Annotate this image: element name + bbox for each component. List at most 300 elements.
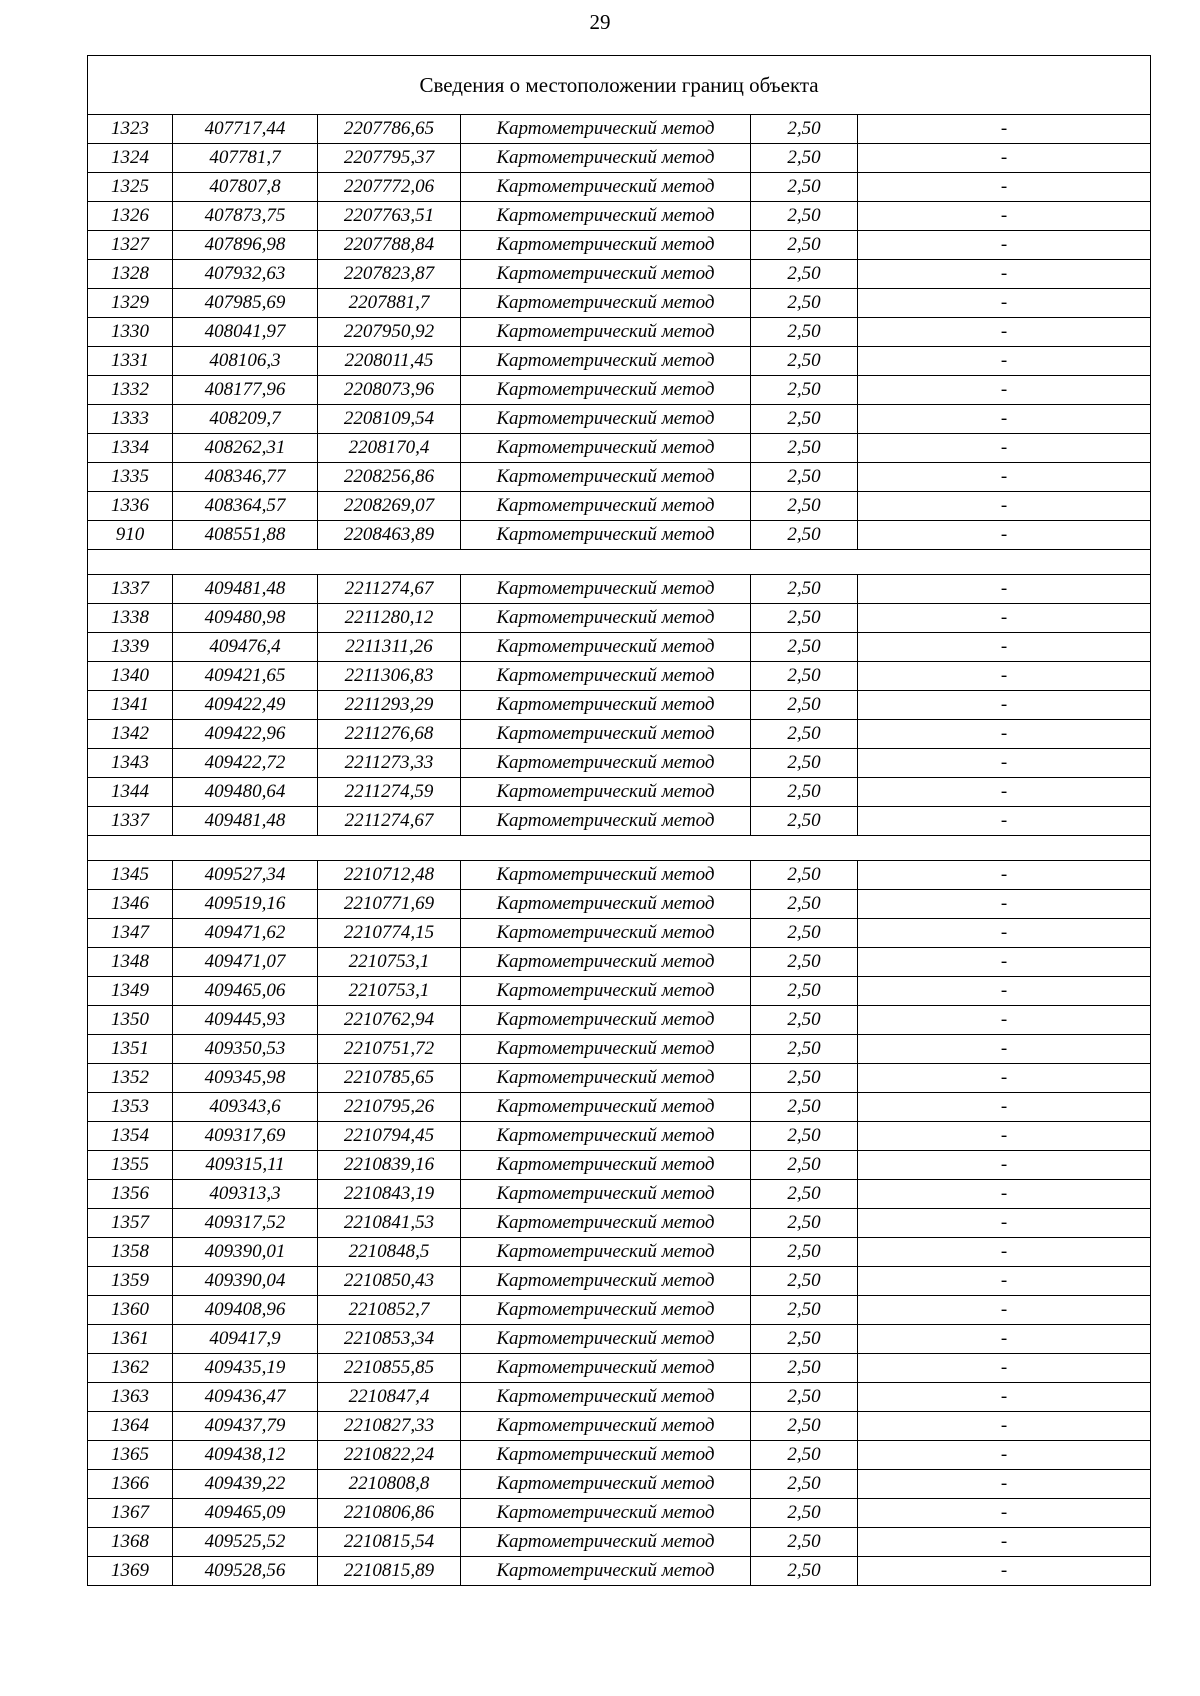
y-coordinate-cell: 2210785,65 — [318, 1064, 461, 1093]
y-coordinate-cell: 2208269,07 — [318, 492, 461, 521]
accuracy-cell: 2,50 — [751, 691, 858, 720]
accuracy-cell: 2,50 — [751, 720, 858, 749]
group-separator-cell — [88, 550, 1151, 575]
description-cell: - — [858, 890, 1151, 919]
x-coordinate-cell: 409465,09 — [173, 1499, 318, 1528]
table-row — [88, 1209, 1151, 1238]
point-number-cell: 1351 — [88, 1035, 173, 1064]
x-coordinate-cell: 407781,7 — [173, 144, 318, 173]
accuracy-cell: 2,50 — [751, 1557, 858, 1586]
y-coordinate-cell: 2210853,34 — [318, 1325, 461, 1354]
table-row — [88, 1238, 1151, 1267]
description-cell: - — [858, 1412, 1151, 1441]
description-cell: - — [858, 521, 1151, 550]
y-coordinate-cell: 2207950,92 — [318, 318, 461, 347]
accuracy-cell: 2,50 — [751, 604, 858, 633]
x-coordinate-cell: 407932,63 — [173, 260, 318, 289]
x-coordinate-cell: 409422,72 — [173, 749, 318, 778]
y-coordinate-cell: 2210794,45 — [318, 1122, 461, 1151]
accuracy-cell: 2,50 — [751, 1499, 858, 1528]
method-cell: Картометрический метод — [461, 1528, 751, 1557]
method-cell: Картометрический метод — [461, 1441, 751, 1470]
table-row — [88, 749, 1151, 778]
method-cell: Картометрический метод — [461, 1064, 751, 1093]
description-cell: - — [858, 1499, 1151, 1528]
point-number-cell: 1331 — [88, 347, 173, 376]
x-coordinate-cell: 409422,96 — [173, 720, 318, 749]
point-number-cell: 1337 — [88, 807, 173, 836]
point-number-cell: 1350 — [88, 1006, 173, 1035]
description-cell: - — [858, 604, 1151, 633]
y-coordinate-cell: 2210808,8 — [318, 1470, 461, 1499]
accuracy-cell: 2,50 — [751, 861, 858, 890]
x-coordinate-cell: 407717,44 — [173, 115, 318, 144]
x-coordinate-cell: 409480,98 — [173, 604, 318, 633]
description-cell: - — [858, 492, 1151, 521]
accuracy-cell: 2,50 — [751, 405, 858, 434]
description-cell: - — [858, 173, 1151, 202]
y-coordinate-cell: 2211274,67 — [318, 807, 461, 836]
table-row — [88, 376, 1151, 405]
y-coordinate-cell: 2208011,45 — [318, 347, 461, 376]
point-number-cell: 1353 — [88, 1093, 173, 1122]
method-cell: Картометрический метод — [461, 778, 751, 807]
point-number-cell: 1327 — [88, 231, 173, 260]
method-cell: Картометрический метод — [461, 231, 751, 260]
table-row — [88, 144, 1151, 173]
description-cell: - — [858, 318, 1151, 347]
description-cell: - — [858, 1325, 1151, 1354]
accuracy-cell: 2,50 — [751, 1412, 858, 1441]
description-cell: - — [858, 807, 1151, 836]
x-coordinate-cell: 409350,53 — [173, 1035, 318, 1064]
description-cell: - — [858, 1093, 1151, 1122]
method-cell: Картометрический метод — [461, 575, 751, 604]
point-number-cell: 1365 — [88, 1441, 173, 1470]
accuracy-cell: 2,50 — [751, 318, 858, 347]
page-number: 29 — [589, 10, 611, 34]
y-coordinate-cell: 2210827,33 — [318, 1412, 461, 1441]
table-row — [88, 1267, 1151, 1296]
accuracy-cell: 2,50 — [751, 1151, 858, 1180]
accuracy-cell: 2,50 — [751, 778, 858, 807]
point-number-cell: 1368 — [88, 1528, 173, 1557]
point-number-cell: 1323 — [88, 115, 173, 144]
accuracy-cell: 2,50 — [751, 289, 858, 318]
method-cell: Картометрический метод — [461, 144, 751, 173]
table-row — [88, 1470, 1151, 1499]
point-number-cell: 1338 — [88, 604, 173, 633]
method-cell: Картометрический метод — [461, 919, 751, 948]
table-row — [88, 1412, 1151, 1441]
description-cell: - — [858, 463, 1151, 492]
point-number-cell: 1360 — [88, 1296, 173, 1325]
accuracy-cell: 2,50 — [751, 1093, 858, 1122]
accuracy-cell: 2,50 — [751, 1470, 858, 1499]
table-row — [88, 1528, 1151, 1557]
y-coordinate-cell: 2207881,7 — [318, 289, 461, 318]
accuracy-cell: 2,50 — [751, 202, 858, 231]
x-coordinate-cell: 408177,96 — [173, 376, 318, 405]
accuracy-cell: 2,50 — [751, 1441, 858, 1470]
method-cell: Картометрический метод — [461, 749, 751, 778]
accuracy-cell: 2,50 — [751, 1209, 858, 1238]
point-number-cell: 1364 — [88, 1412, 173, 1441]
point-number-cell: 1330 — [88, 318, 173, 347]
point-number-cell: 1367 — [88, 1499, 173, 1528]
description-cell: - — [858, 861, 1151, 890]
x-coordinate-cell: 409313,3 — [173, 1180, 318, 1209]
x-coordinate-cell: 407807,8 — [173, 173, 318, 202]
x-coordinate-cell: 409471,07 — [173, 948, 318, 977]
x-coordinate-cell: 409437,79 — [173, 1412, 318, 1441]
method-cell: Картометрический метод — [461, 1093, 751, 1122]
y-coordinate-cell: 2210795,26 — [318, 1093, 461, 1122]
description-cell: - — [858, 1209, 1151, 1238]
method-cell: Картометрический метод — [461, 1470, 751, 1499]
x-coordinate-cell: 409476,4 — [173, 633, 318, 662]
x-coordinate-cell: 409315,11 — [173, 1151, 318, 1180]
description-cell: - — [858, 1354, 1151, 1383]
method-cell: Картометрический метод — [461, 1354, 751, 1383]
accuracy-cell: 2,50 — [751, 948, 858, 977]
method-cell: Картометрический метод — [461, 633, 751, 662]
method-cell: Картометрический метод — [461, 691, 751, 720]
point-number-cell: 1355 — [88, 1151, 173, 1180]
x-coordinate-cell: 409390,01 — [173, 1238, 318, 1267]
x-coordinate-cell: 408041,97 — [173, 318, 318, 347]
method-cell: Картометрический метод — [461, 115, 751, 144]
accuracy-cell: 2,50 — [751, 463, 858, 492]
point-number-cell: 1366 — [88, 1470, 173, 1499]
y-coordinate-cell: 2211276,68 — [318, 720, 461, 749]
point-number-cell: 1334 — [88, 434, 173, 463]
x-coordinate-cell: 409519,16 — [173, 890, 318, 919]
x-coordinate-cell: 408106,3 — [173, 347, 318, 376]
table-row — [88, 1441, 1151, 1470]
accuracy-cell: 2,50 — [751, 115, 858, 144]
method-cell: Картометрический метод — [461, 1180, 751, 1209]
point-number-cell: 1329 — [88, 289, 173, 318]
table-row — [88, 1064, 1151, 1093]
x-coordinate-cell: 408209,7 — [173, 405, 318, 434]
method-cell: Картометрический метод — [461, 1122, 751, 1151]
table-row — [88, 231, 1151, 260]
description-cell: - — [858, 405, 1151, 434]
accuracy-cell: 2,50 — [751, 1325, 858, 1354]
table-row — [88, 115, 1151, 144]
description-cell: - — [858, 289, 1151, 318]
description-cell: - — [858, 691, 1151, 720]
description-cell: - — [858, 749, 1151, 778]
method-cell: Картометрический метод — [461, 807, 751, 836]
x-coordinate-cell: 407896,98 — [173, 231, 318, 260]
table-row — [88, 575, 1151, 604]
table-row — [88, 289, 1151, 318]
description-cell: - — [858, 1064, 1151, 1093]
table-row — [88, 1557, 1151, 1586]
x-coordinate-cell: 409439,22 — [173, 1470, 318, 1499]
y-coordinate-cell: 2210806,86 — [318, 1499, 461, 1528]
table-row — [88, 173, 1151, 202]
y-coordinate-cell: 2210815,89 — [318, 1557, 461, 1586]
description-cell: - — [858, 720, 1151, 749]
table-row — [88, 919, 1151, 948]
table-row — [88, 492, 1151, 521]
accuracy-cell: 2,50 — [751, 1122, 858, 1151]
y-coordinate-cell: 2210771,69 — [318, 890, 461, 919]
x-coordinate-cell: 409445,93 — [173, 1006, 318, 1035]
accuracy-cell: 2,50 — [751, 260, 858, 289]
table-row — [88, 1093, 1151, 1122]
accuracy-cell: 2,50 — [751, 662, 858, 691]
y-coordinate-cell: 2210848,5 — [318, 1238, 461, 1267]
accuracy-cell: 2,50 — [751, 1383, 858, 1412]
point-number-cell: 1363 — [88, 1383, 173, 1412]
point-number-cell: 1336 — [88, 492, 173, 521]
point-number-cell: 1362 — [88, 1354, 173, 1383]
description-cell: - — [858, 1122, 1151, 1151]
method-cell: Картометрический метод — [461, 1296, 751, 1325]
y-coordinate-cell: 2211311,26 — [318, 633, 461, 662]
table-row — [88, 604, 1151, 633]
x-coordinate-cell: 409422,49 — [173, 691, 318, 720]
y-coordinate-cell: 2208109,54 — [318, 405, 461, 434]
table-row — [88, 1325, 1151, 1354]
point-number-cell: 1352 — [88, 1064, 173, 1093]
method-cell: Картометрический метод — [461, 1325, 751, 1354]
point-number-cell: 1326 — [88, 202, 173, 231]
accuracy-cell: 2,50 — [751, 890, 858, 919]
accuracy-cell: 2,50 — [751, 977, 858, 1006]
description-cell: - — [858, 778, 1151, 807]
table-row — [88, 1499, 1151, 1528]
method-cell: Картометрический метод — [461, 318, 751, 347]
accuracy-cell: 2,50 — [751, 1267, 858, 1296]
table-row — [88, 1122, 1151, 1151]
table-row — [88, 948, 1151, 977]
method-cell: Картометрический метод — [461, 1267, 751, 1296]
y-coordinate-cell: 2211293,29 — [318, 691, 461, 720]
point-number-cell: 1346 — [88, 890, 173, 919]
x-coordinate-cell: 409480,64 — [173, 778, 318, 807]
table-row — [88, 1383, 1151, 1412]
table-row — [88, 521, 1151, 550]
method-cell: Картометрический метод — [461, 347, 751, 376]
accuracy-cell: 2,50 — [751, 575, 858, 604]
x-coordinate-cell: 408364,57 — [173, 492, 318, 521]
y-coordinate-cell: 2207772,06 — [318, 173, 461, 202]
accuracy-cell: 2,50 — [751, 1064, 858, 1093]
y-coordinate-cell: 2210753,1 — [318, 977, 461, 1006]
accuracy-cell: 2,50 — [751, 1528, 858, 1557]
table-title-row — [88, 56, 1151, 115]
description-cell: - — [858, 434, 1151, 463]
description-cell: - — [858, 662, 1151, 691]
description-cell: - — [858, 347, 1151, 376]
table-row — [88, 463, 1151, 492]
table-row — [88, 1035, 1151, 1064]
y-coordinate-cell: 2207788,84 — [318, 231, 461, 260]
method-cell: Картометрический метод — [461, 1209, 751, 1238]
point-number-cell: 1343 — [88, 749, 173, 778]
method-cell: Картометрический метод — [461, 977, 751, 1006]
x-coordinate-cell: 409481,48 — [173, 807, 318, 836]
method-cell: Картометрический метод — [461, 173, 751, 202]
description-cell: - — [858, 202, 1151, 231]
x-coordinate-cell: 408262,31 — [173, 434, 318, 463]
method-cell: Картометрический метод — [461, 720, 751, 749]
table-row — [88, 662, 1151, 691]
point-number-cell: 1328 — [88, 260, 173, 289]
point-number-cell: 1342 — [88, 720, 173, 749]
x-coordinate-cell: 409471,62 — [173, 919, 318, 948]
point-number-cell: 1348 — [88, 948, 173, 977]
x-coordinate-cell: 409435,19 — [173, 1354, 318, 1383]
x-coordinate-cell: 407873,75 — [173, 202, 318, 231]
description-cell: - — [858, 1035, 1151, 1064]
accuracy-cell: 2,50 — [751, 1035, 858, 1064]
table-row — [88, 347, 1151, 376]
point-number-cell: 1341 — [88, 691, 173, 720]
x-coordinate-cell: 408346,77 — [173, 463, 318, 492]
method-cell: Картометрический метод — [461, 202, 751, 231]
table-row — [88, 1006, 1151, 1035]
point-number-cell: 1333 — [88, 405, 173, 434]
point-number-cell: 1354 — [88, 1122, 173, 1151]
method-cell: Картометрический метод — [461, 434, 751, 463]
x-coordinate-cell: 409438,12 — [173, 1441, 318, 1470]
method-cell: Картометрический метод — [461, 604, 751, 633]
x-coordinate-cell: 409317,69 — [173, 1122, 318, 1151]
y-coordinate-cell: 2210774,15 — [318, 919, 461, 948]
description-cell: - — [858, 115, 1151, 144]
accuracy-cell: 2,50 — [751, 376, 858, 405]
point-number-cell: 1345 — [88, 861, 173, 890]
table-row — [88, 1296, 1151, 1325]
accuracy-cell: 2,50 — [751, 434, 858, 463]
point-number-cell: 1335 — [88, 463, 173, 492]
method-cell: Картометрический метод — [461, 861, 751, 890]
method-cell: Картометрический метод — [461, 1557, 751, 1586]
y-coordinate-cell: 2210847,4 — [318, 1383, 461, 1412]
x-coordinate-cell: 409528,56 — [173, 1557, 318, 1586]
y-coordinate-cell: 2207795,37 — [318, 144, 461, 173]
method-cell: Картометрический метод — [461, 1035, 751, 1064]
method-cell: Картометрический метод — [461, 1499, 751, 1528]
accuracy-cell: 2,50 — [751, 1296, 858, 1325]
description-cell: - — [858, 1528, 1151, 1557]
point-number-cell: 1356 — [88, 1180, 173, 1209]
x-coordinate-cell: 409417,9 — [173, 1325, 318, 1354]
accuracy-cell: 2,50 — [751, 173, 858, 202]
accuracy-cell: 2,50 — [751, 807, 858, 836]
method-cell: Картометрический метод — [461, 1412, 751, 1441]
y-coordinate-cell: 2208170,4 — [318, 434, 461, 463]
accuracy-cell: 2,50 — [751, 144, 858, 173]
method-cell: Картометрический метод — [461, 376, 751, 405]
point-number-cell: 1324 — [88, 144, 173, 173]
y-coordinate-cell: 2207823,87 — [318, 260, 461, 289]
description-cell: - — [858, 231, 1151, 260]
accuracy-cell: 2,50 — [751, 1354, 858, 1383]
accuracy-cell: 2,50 — [751, 919, 858, 948]
y-coordinate-cell: 2210852,7 — [318, 1296, 461, 1325]
table-row — [88, 1151, 1151, 1180]
description-cell: - — [858, 1557, 1151, 1586]
point-number-cell: 1359 — [88, 1267, 173, 1296]
accuracy-cell: 2,50 — [751, 347, 858, 376]
table-row — [88, 405, 1151, 434]
table-row — [88, 890, 1151, 919]
table-row — [88, 977, 1151, 1006]
boundary-table-body — [88, 56, 1151, 1586]
y-coordinate-cell: 2211280,12 — [318, 604, 461, 633]
method-cell: Картометрический метод — [461, 463, 751, 492]
description-cell: - — [858, 1006, 1151, 1035]
method-cell: Картометрический метод — [461, 890, 751, 919]
accuracy-cell: 2,50 — [751, 1006, 858, 1035]
table-row — [88, 1354, 1151, 1383]
y-coordinate-cell: 2210843,19 — [318, 1180, 461, 1209]
point-number-cell: 1357 — [88, 1209, 173, 1238]
table-row — [88, 260, 1151, 289]
x-coordinate-cell: 409390,04 — [173, 1267, 318, 1296]
x-coordinate-cell: 409345,98 — [173, 1064, 318, 1093]
group-separator-cell — [88, 836, 1151, 861]
description-cell: - — [858, 1151, 1151, 1180]
y-coordinate-cell: 2208463,89 — [318, 521, 461, 550]
description-cell: - — [858, 376, 1151, 405]
point-number-cell: 1332 — [88, 376, 173, 405]
y-coordinate-cell: 2210712,48 — [318, 861, 461, 890]
group-separator-row — [88, 550, 1151, 575]
x-coordinate-cell: 408551,88 — [173, 521, 318, 550]
y-coordinate-cell: 2210839,16 — [318, 1151, 461, 1180]
y-coordinate-cell: 2210822,24 — [318, 1441, 461, 1470]
table-row — [88, 1180, 1151, 1209]
description-cell: - — [858, 1180, 1151, 1209]
table-row — [88, 691, 1151, 720]
description-cell: - — [858, 575, 1151, 604]
accuracy-cell: 2,50 — [751, 1180, 858, 1209]
x-coordinate-cell: 409481,48 — [173, 575, 318, 604]
y-coordinate-cell: 2208073,96 — [318, 376, 461, 405]
y-coordinate-cell: 2211274,59 — [318, 778, 461, 807]
x-coordinate-cell: 409436,47 — [173, 1383, 318, 1412]
x-coordinate-cell: 407985,69 — [173, 289, 318, 318]
x-coordinate-cell: 409527,34 — [173, 861, 318, 890]
y-coordinate-cell: 2207786,65 — [318, 115, 461, 144]
accuracy-cell: 2,50 — [751, 633, 858, 662]
description-cell: - — [858, 1470, 1151, 1499]
x-coordinate-cell: 409525,52 — [173, 1528, 318, 1557]
y-coordinate-cell: 2210855,85 — [318, 1354, 461, 1383]
table-row — [88, 807, 1151, 836]
point-number-cell: 1339 — [88, 633, 173, 662]
y-coordinate-cell: 2211273,33 — [318, 749, 461, 778]
method-cell: Картометрический метод — [461, 1151, 751, 1180]
description-cell: - — [858, 948, 1151, 977]
accuracy-cell: 2,50 — [751, 231, 858, 260]
point-number-cell: 1349 — [88, 977, 173, 1006]
description-cell: - — [858, 1267, 1151, 1296]
y-coordinate-cell: 2210815,54 — [318, 1528, 461, 1557]
point-number-cell: 1340 — [88, 662, 173, 691]
description-cell: - — [858, 1441, 1151, 1470]
y-coordinate-cell: 2210753,1 — [318, 948, 461, 977]
method-cell: Картометрический метод — [461, 521, 751, 550]
